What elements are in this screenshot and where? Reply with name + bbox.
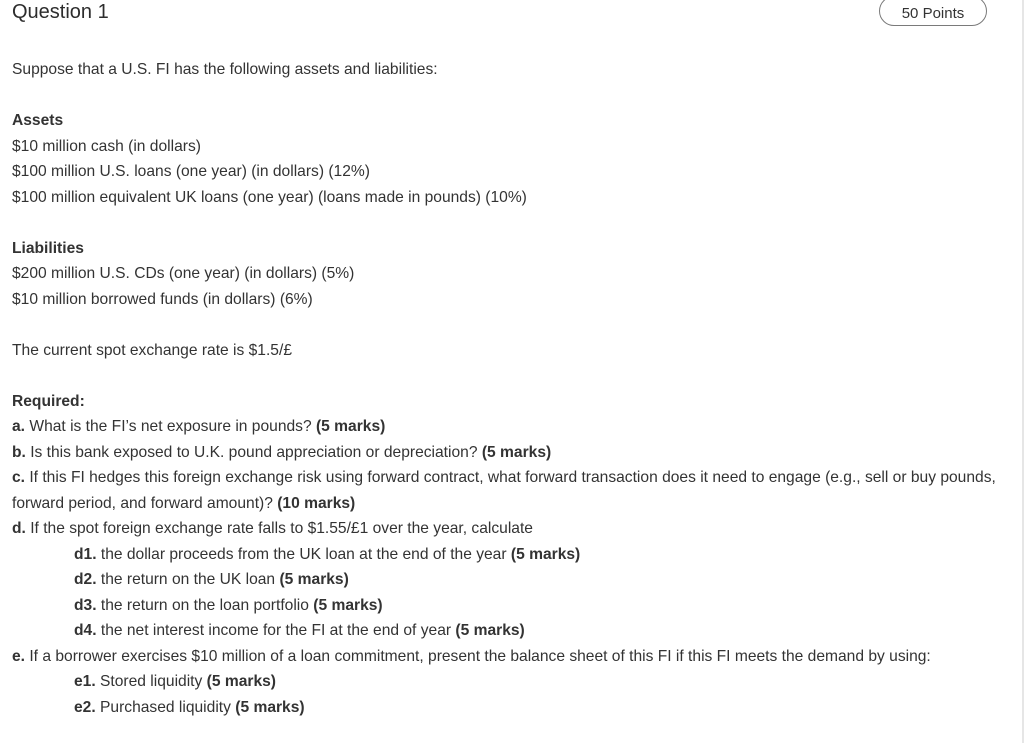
required-heading: Required: xyxy=(12,392,85,410)
question-c: c. If this FI hedges this foreign exchange risk using forward contract, what forward transaction does it need to engage (e.g., sell or buy pounds, forward period, and forward amount)? (10 marks) xyxy=(12,469,996,512)
question-d2: d2. the return on the UK loan (5 marks) xyxy=(74,571,349,588)
liability-item: $10 million borrowed funds (in dollars) (6%) xyxy=(12,290,313,308)
asset-item: $100 million equivalent UK loans (one year) (loans made in pounds) (10%) xyxy=(12,188,527,206)
question-e1: e1. Stored liquidity (5 marks) xyxy=(74,673,276,690)
question-d1: d1. the dollar proceeds from the UK loan at the end of the year (5 marks) xyxy=(74,545,581,563)
liabilities-heading: Liabilities xyxy=(12,239,84,257)
spot-rate-text: The current spot exchange rate is $1.5/£ xyxy=(12,341,292,359)
question-title: Question 1 xyxy=(12,1,109,23)
assets-heading: Assets xyxy=(12,112,64,129)
question-body xyxy=(12,57,1002,720)
question-d4: d4. the net interest income for the FI at the end of year (5 marks) xyxy=(74,622,525,639)
points-badge: 50 Points xyxy=(879,0,987,26)
question-d3: d3. the return on the loan portfolio (5 marks) xyxy=(74,596,383,614)
question-e: e. If a borrower exercises $10 million of a loan commitment, present the balance sheet of this FI if this FI meets the demand by using: xyxy=(12,647,931,665)
question-e2: e2. Purchased liquidity (5 marks) xyxy=(74,698,305,716)
liability-item: $200 million U.S. CDs (one year) (in dollars) (5%) xyxy=(12,265,355,282)
intro-text: Suppose that a U.S. FI has the following assets and liabilities: xyxy=(12,61,438,78)
question-d: d. If the spot foreign exchange rate falls to $1.55/£1 over the year, calculate xyxy=(12,520,533,537)
asset-item: $10 million cash (in dollars) xyxy=(12,137,201,155)
question-b: b. Is this bank exposed to U.K. pound appreciation or depreciation? (5 marks) xyxy=(12,443,552,461)
asset-item: $100 million U.S. loans (one year) (in dollars) (12%) xyxy=(12,163,370,180)
question-a: a. What is the FI’s net exposure in pounds? (5 marks) xyxy=(12,418,386,435)
